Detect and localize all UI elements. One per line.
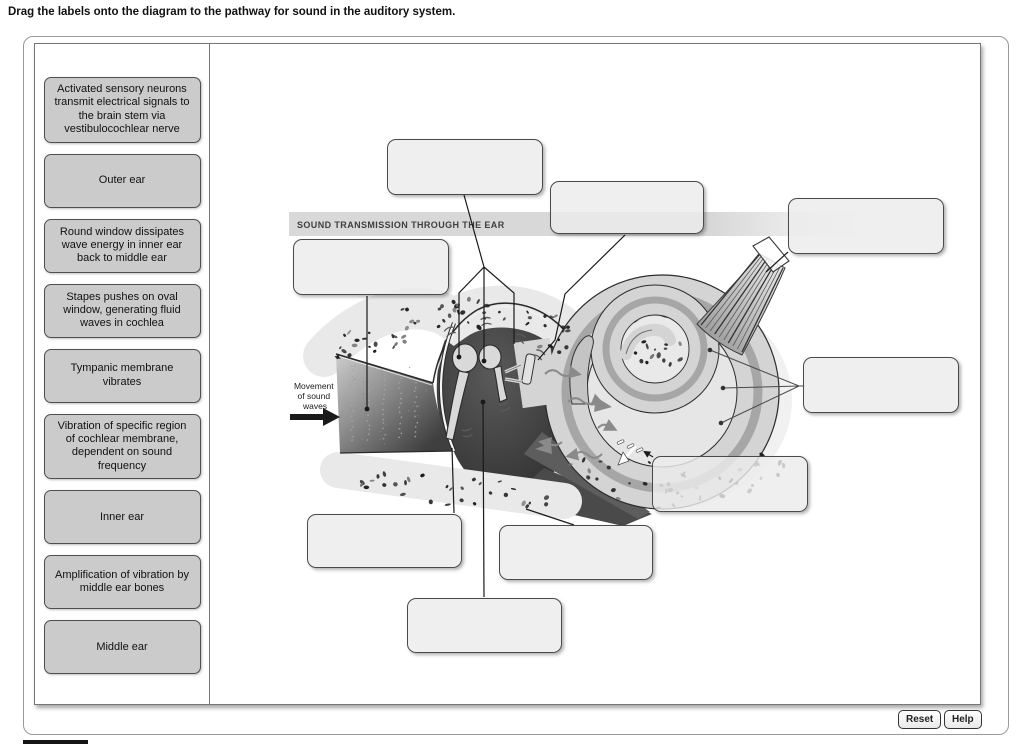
label-tile-amplification[interactable]: Amplification of vibration by middle ear bones — [44, 555, 201, 609]
label-tile-sensory-neurons[interactable]: Activated sensory neurons transmit electrical signals to the brain stem via vestibulocochlear nerve — [44, 77, 201, 143]
sound-movement-caption — [290, 381, 340, 426]
label-tile-inner-ear[interactable]: Inner ear — [44, 490, 201, 544]
label-tile-tympanic[interactable]: Tympanic membrane vibrates — [44, 349, 201, 403]
label-bank — [35, 44, 210, 704]
help-button[interactable]: Help — [944, 710, 982, 729]
label-tile-round-window[interactable]: Round window dissipates wave energy in inner ear back to middle ear — [44, 219, 201, 273]
drop-target-tympanic-membrane[interactable] — [307, 514, 462, 568]
svg-text:Movement of sound: Movement of sound waves — [293, 381, 334, 411]
label-tile-outer-ear[interactable]: Outer ear — [44, 154, 201, 208]
drop-target-middle-ear[interactable] — [407, 598, 562, 653]
drop-target-cochlear-membrane[interactable] — [803, 357, 959, 413]
drop-target-round-window[interactable] — [652, 456, 808, 512]
banner-title: SOUND TRANSMISSION THROUGH THE EAR — [297, 220, 505, 230]
drop-target-ossicles[interactable] — [387, 139, 543, 195]
drop-target-ear-canal[interactable] — [293, 239, 449, 295]
activity-panel — [23, 36, 1009, 735]
reset-button[interactable]: Reset — [898, 710, 941, 729]
label-tile-stapes[interactable]: Stapes pushes on oval window, generating fluid waves in cochlea — [44, 284, 201, 338]
instruction-text: Drag the labels onto the diagram to the pathway for sound in the auditory system. — [8, 6, 456, 18]
drop-target-inner-ear[interactable] — [499, 525, 653, 580]
drop-target-stapes-oval-window[interactable] — [550, 181, 704, 234]
label-tile-middle-ear[interactable]: Middle ear — [44, 620, 201, 674]
diagram-stage — [210, 44, 980, 704]
diagram-panel — [34, 43, 981, 705]
label-tile-cochlear-membrane[interactable]: Vibration of specific region of cochlear membrane, dependent on sound frequency — [44, 414, 201, 480]
cutoff-element — [23, 740, 88, 744]
drop-target-vestibulocochlear-nerve[interactable] — [788, 198, 944, 254]
